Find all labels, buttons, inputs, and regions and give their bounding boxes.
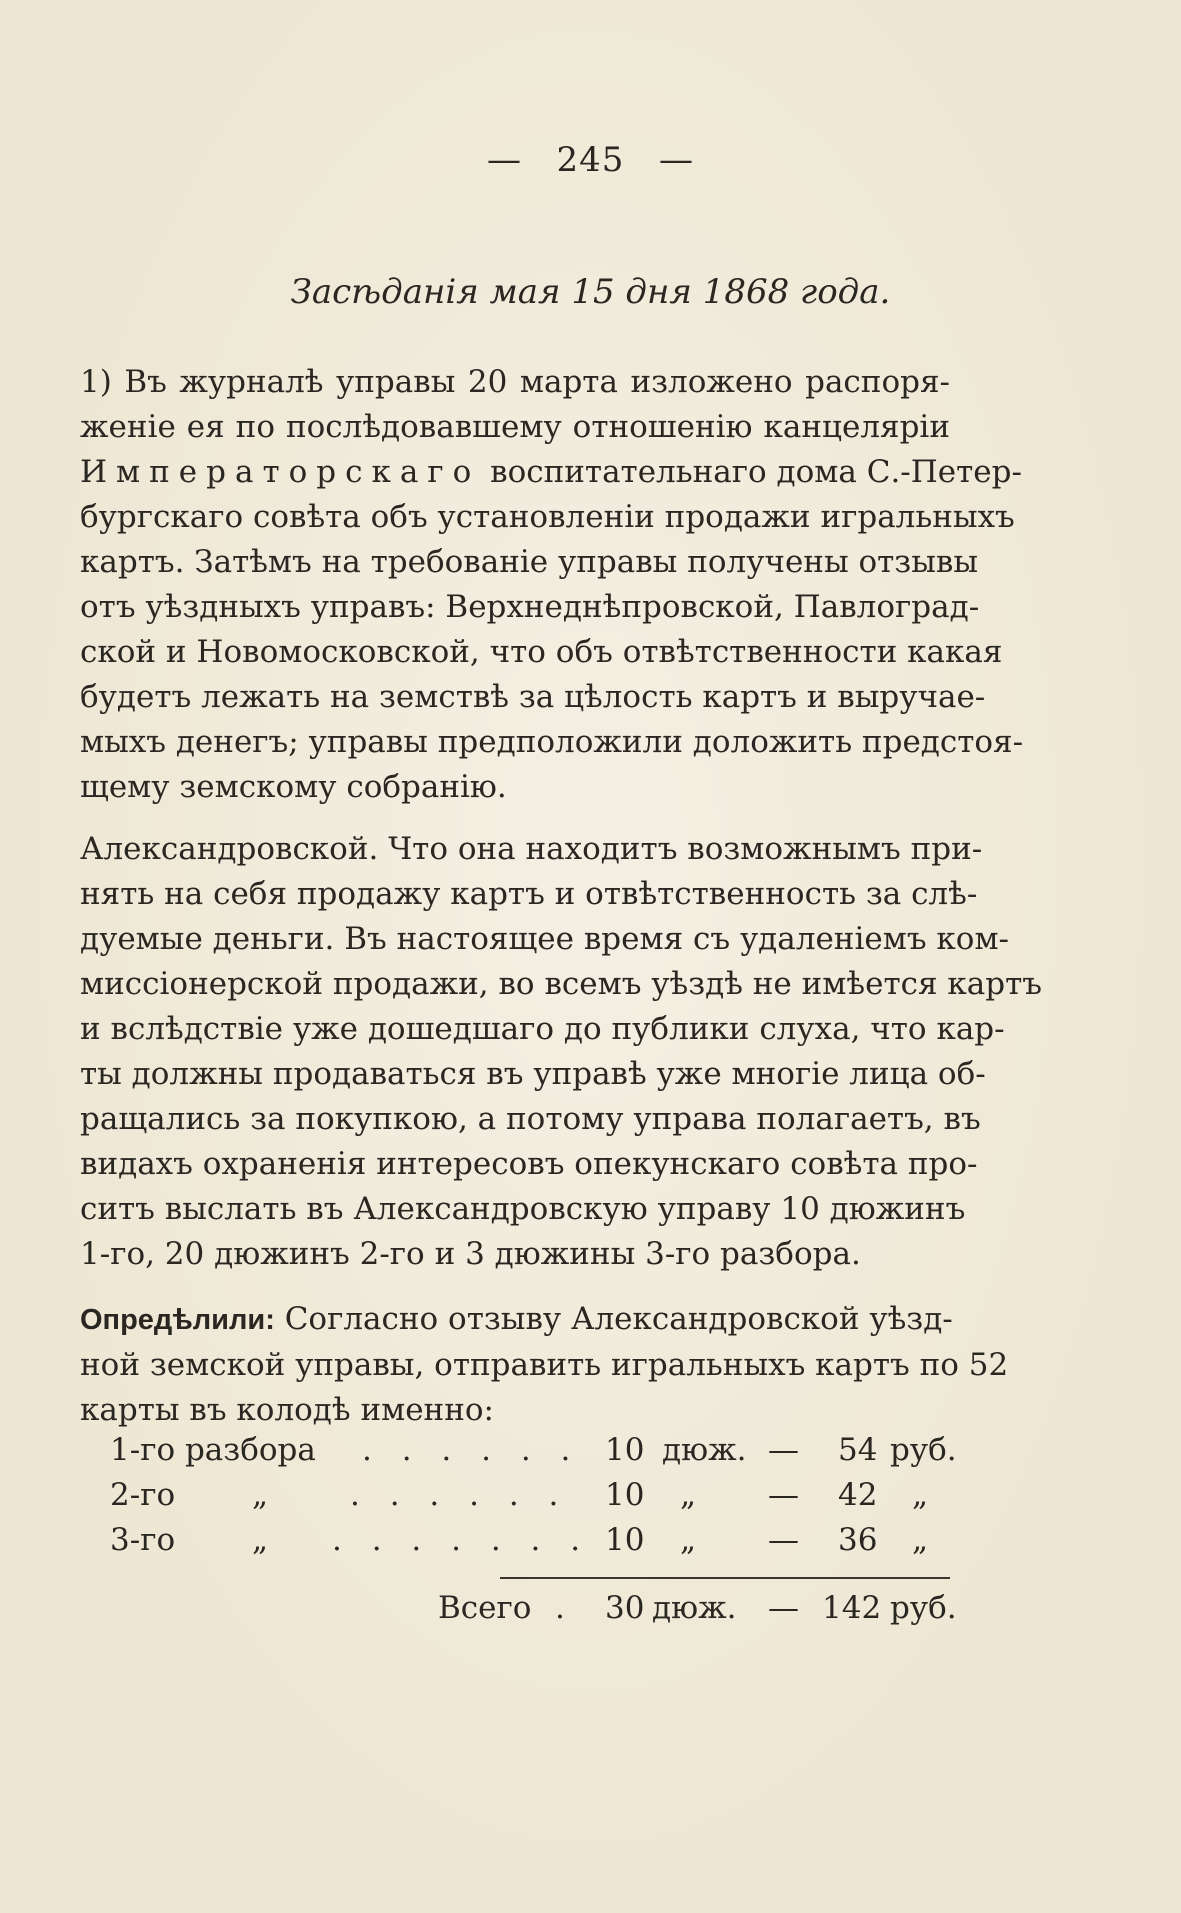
tally-row (100, 1477, 950, 1522)
tally-grade: 1-го разбора (110, 1432, 316, 1468)
paragraph-line: видахъ охраненія интересовъ опекунскаго совѣта про- (80, 1146, 978, 1182)
paragraph-line: нять на себя продажу картъ и отвѣтственность за слѣ- (80, 876, 978, 912)
tally-currency-ditto: „ (912, 1522, 929, 1558)
paragraph-line: мыхъ денегъ; управы предположили доложить предстоя- (80, 724, 1024, 760)
session-title: Засѣданія мая 15 дня 1868 года. (290, 272, 891, 312)
paragraph-line: ситъ выслать въ Александровскую управу 10 дюжинъ (80, 1191, 966, 1227)
total-quantity: 30 (605, 1590, 645, 1626)
total-price: 142 (822, 1590, 882, 1626)
tally-leader-dots: . . . . . . (362, 1432, 581, 1468)
paragraph-line: ращались за покупкою, а потому управа полагаетъ, въ (80, 1101, 981, 1137)
paragraph-line: карты въ колодѣ именно: (80, 1392, 494, 1428)
page-number: 245 (556, 140, 625, 180)
tally-ditto-mark: „ (252, 1522, 269, 1558)
total-unit: дюж. (652, 1590, 737, 1626)
paragraph-2 (80, 827, 1042, 1277)
paragraph-line (80, 1297, 953, 1343)
page-number-header (0, 140, 1181, 180)
tally-unit-ditto: „ (680, 1522, 697, 1558)
paragraph-line: отъ уѣздныхъ управъ: Верхнеднѣпровской, Павлоград- (80, 589, 980, 625)
tally-dash: — (768, 1477, 799, 1513)
total-dash: — (768, 1590, 799, 1626)
tally-currency-ditto: „ (912, 1477, 929, 1513)
tally-row (100, 1432, 957, 1477)
paragraph-line: Александровской. Что она находитъ возможнымъ при- (80, 831, 983, 867)
paragraph-1 (80, 360, 1024, 810)
tally-quantity: 10 (605, 1477, 645, 1513)
tally-unit: дюж. (662, 1432, 747, 1468)
paragraph-3-resolution (80, 1297, 1009, 1433)
tally-ditto-mark: „ (252, 1477, 269, 1513)
total-leader-dot: . (555, 1590, 565, 1626)
total-rule-divider (500, 1577, 950, 1579)
paragraph-line: 1-го, 20 дюжинъ 2-го и 3 дюжины 3-го разбора. (80, 1236, 861, 1272)
paragraph-line: ной земской управы, отправить игральныхъ картъ по 52 (80, 1347, 1009, 1383)
tally-row (100, 1522, 950, 1567)
paragraph-line: женіе ея по послѣдовавшему отношенію канцеляріи (80, 409, 950, 445)
line-rest: Согласно отзыву Александровской уѣзд- (274, 1301, 953, 1337)
tally-dash: — (768, 1432, 799, 1468)
paragraph-line: будетъ лежать на земствѣ за цѣлость картъ и выручае- (80, 679, 986, 715)
paragraph-line: миссіонерской продажи, во всемъ уѣздѣ не имѣется картъ (80, 966, 1042, 1002)
tally-dash: — (768, 1522, 799, 1558)
paragraph-line: бургскаго совѣта объ установленіи продажи игральныхъ (80, 499, 1015, 535)
tally-leader-dots: . . . . . . (350, 1477, 569, 1513)
tally-unit-ditto: „ (680, 1477, 697, 1513)
line-rest: воспитательнаго дома С.-Петер- (480, 454, 1022, 490)
tally-grade: 3-го (110, 1522, 176, 1558)
total-currency: руб. (890, 1590, 957, 1626)
paragraph-line: и вслѣдствіе уже дошедшаго до публики слуха, что кар- (80, 1011, 1005, 1047)
tally-price: 42 (838, 1477, 878, 1513)
paragraph-line: 1) Въ журналѣ управы 20 марта изложено распоря- (80, 364, 950, 400)
paragraph-line: ской и Новомосковской, что объ отвѣтственности какая (80, 634, 1003, 670)
spaced-word: Императорскаго (80, 454, 481, 490)
header-dash-left: — (487, 140, 523, 180)
card-tally-table (100, 1432, 957, 1567)
paragraph-line: ты должны продаваться въ управѣ уже многіе лица об- (80, 1056, 986, 1092)
resolution-lead: Опредѣлили: (80, 1304, 275, 1336)
paragraph-line: щему земскому собранію. (80, 769, 507, 805)
tally-leader-dots: . . . . . . . (332, 1522, 591, 1558)
tally-price: 36 (838, 1522, 878, 1558)
tally-quantity: 10 (605, 1432, 645, 1468)
header-dash-right: — (658, 140, 694, 180)
total-label: Всего (438, 1590, 532, 1626)
paragraph-line: дуемые деньги. Въ настоящее время съ удаленіемъ ком- (80, 921, 1010, 957)
tally-quantity: 10 (605, 1522, 645, 1558)
tally-price: 54 (838, 1432, 878, 1468)
tally-currency: руб. (890, 1432, 957, 1468)
paragraph-line: картъ. Затѣмъ на требованіе управы получены отзывы (80, 544, 979, 580)
paragraph-line (80, 450, 1022, 495)
tally-grade: 2-го (110, 1477, 176, 1513)
tally-total-row (100, 1590, 957, 1635)
